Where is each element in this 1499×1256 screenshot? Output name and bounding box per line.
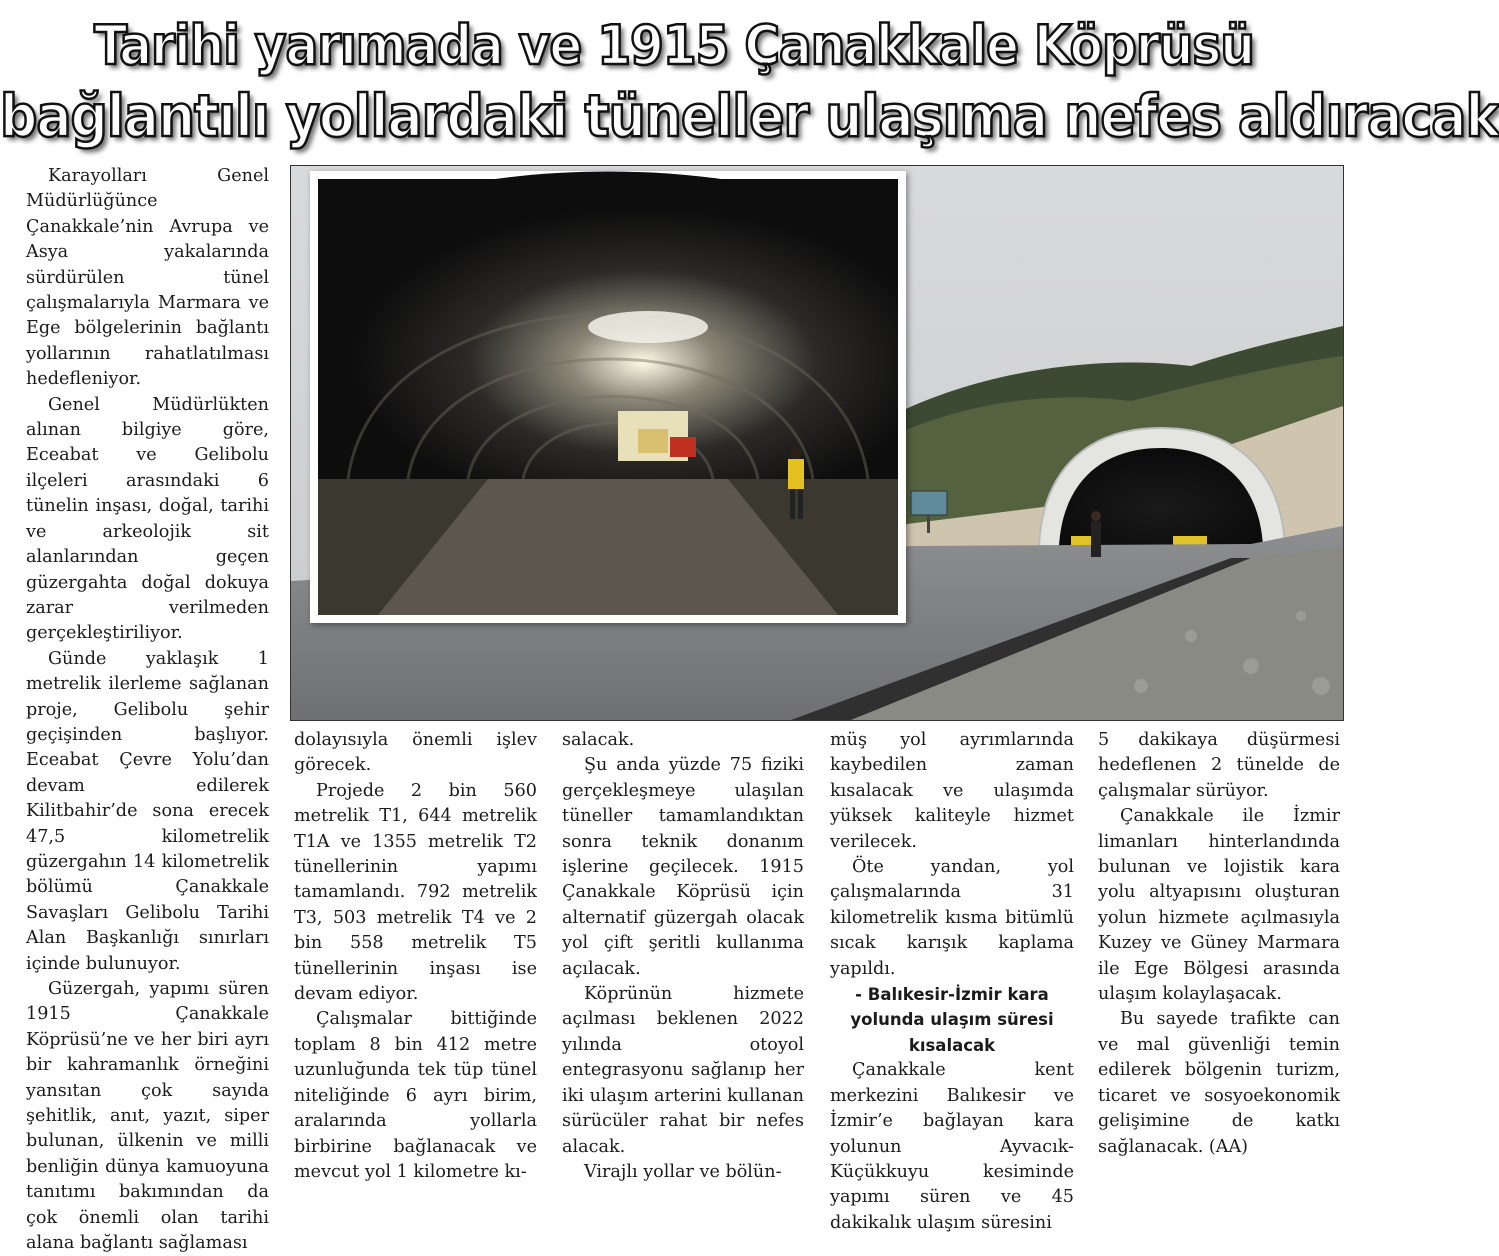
paragraph: müş yol ayrımlarında kaybedilen zaman kısalacak ve ulaşımda yüksek kaliteyle hizmet verilecek. [830,730,1074,852]
paragraph: Genel Müdürlükten alınan bilgiye göre, Eceabat ve Gelibolu ilçeleri arasındaki 6 tünelin inşası, doğal, tarihi ve arkeolojik sit alanlarından geçen güzergahta doğal dokuya zarar verilmeden gerçekleştiriliyor. [26,394,269,644]
paragraph: Virajlı yollar ve bölün- [584,1161,782,1182]
article-column-3 [562,728,804,1185]
article-column-5 [1098,728,1340,1160]
subheading: - Balıkesir-İzmir kara yolunda ulaşım süresi kısalacak [850,985,1054,1055]
paragraph: Güzergah, yapımı süren 1915 Çanakkale Köprüsü’ne ve her biri ayrı bir kahramanlık örneğini yansıtan çok sayıda şehitlik, anıt, yazıt, siper bulunan, ülkenin ve milli benliğin dünya kamuoyuna tanıtımı bakımından da çok önemli olan tarihi alana bağlantı sağlaması [26,979,269,1254]
article-column-2 [294,728,537,1185]
tunnel-interior-photo [310,171,906,623]
paragraph: Projede 2 bin 560 metrelik T1, 644 metrelik T1A ve 1355 metrelik T2 tünellerinin yapımı tamamlandı. 792 metrelik T3, 503 metrelik T4 ve 2 bin 558 metrelik T5 tünellerinin inşası ise devam ediyor. [294,780,537,1005]
paragraph: Çalışmalar bittiğinde toplam 8 bin 412 metre uzunluğunda tek tüp tünel niteliğinde 6 ayrı birim, aralarında yollarla birbirine bağlanacak ve mevcut yol 1 kilometre kı- [294,1009,537,1182]
paragraph: Şu anda yüzde 75 fiziki gerçekleşmeye ulaşılan tüneller tamamlandıktan sonra teknik donanım işlerine geçilecek. 1915 Çanakkale Köprüsü için alternatif güzergah olacak yol çift şeritli kullanıma açılacak. [562,755,804,979]
paragraph: Çanakkale ile İzmir limanları hinterlandında bulunan ve lojistik kara yolu altyapısını oluşturan yolun hizmete açılmasıyla Kuzey ve Güney Marmara ile Ege Bölgesi arasında ulaşım kolaylaşacak. [1098,806,1340,1005]
paragraph: Köprünün hizmete açılması beklenen 2022 yılında otoyol entegrasyonu sağlanıp her iki ulaşım arterini kullanan sürücüler rahat bir nefes alacak. [562,984,804,1157]
paragraph: 5 dakikaya düşürmesi hedeflenen 2 tünelde de çalışmalar sürüyor. [1098,730,1340,801]
paragraph: Bu sayede trafikte can ve mal güvenliği temin edilerek bölgenin turizm, ticaret ve sosyoekonomik gelişimine de katkı sağlanacak. (AA) [1098,1009,1340,1157]
paragraph: dolayısıyla önemli işlev görecek. [294,730,537,776]
paragraph: Karayolları Genel Müdürlüğünce Çanakkale’nin Avrupa ve Asya yakalarında sürdürülen tünel çalışmalarıyla Marmara ve Ege bölgelerinin bağlantı yollarının rahatlatılması hedefleniyor. [26,166,269,390]
paragraph: Öte yandan, yol çalışmalarında 31 kilometrelik kısma bitümlü sıcak karışık kaplama yapıldı. [830,857,1074,979]
paragraph: Günde yaklaşık 1 metrelik ilerleme sağlanan proje, Gelibolu şehir geçişinden başlıyor. Eceabat Çevre Yolu’dan devam edilerek Kilitbahir’de sona erecek 47,5 kilometrelik güzergahın 14 kilometrelik bölümü Çanakkale Savaşları Gelibolu Tarihi Alan Başkanlığı sınırları içinde bulunuyor. [26,648,269,974]
article-column-4 [830,728,1074,1236]
headline-line-1: Tarihi yarımada ve 1915 Çanakkale Köprüsü [94,14,1254,77]
headline-line-2: bağlantılı yollardaki tüneller ulaşıma nefes aldıracak [0,82,1499,150]
paragraph: Çanakkale kent merkezini Balıkesir ve İzmir’e bağlayan kara yolunun Ayvacık-Küçükkuyu kesiminde yapımı süren ve 45 dakikalık ulaşım süresini [830,1060,1074,1233]
article-column-1 [26,164,269,1256]
paragraph: salacak. [562,730,635,750]
